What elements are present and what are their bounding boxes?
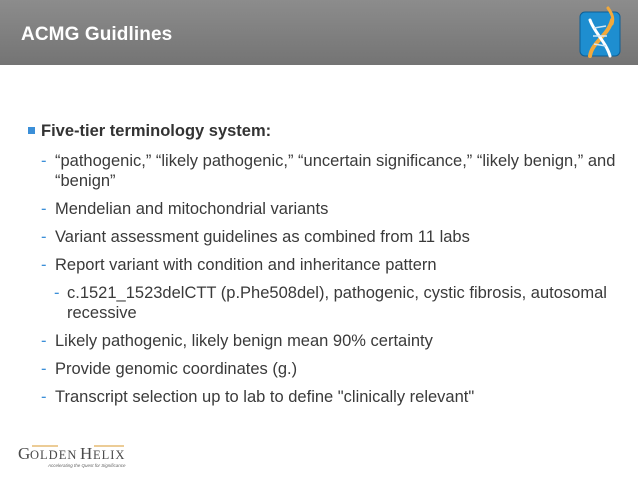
svg-text:G: G xyxy=(18,444,31,463)
golden-helix-wordmark-icon xyxy=(18,442,148,472)
main-bullet-text: Five-tier terminology system: xyxy=(41,122,272,140)
dash-bullet-icon: - xyxy=(41,388,47,406)
footer-tagline: Accelerating the Quest for Significance xyxy=(48,463,126,468)
golden-helix-logo xyxy=(18,442,148,472)
list-item-text: Report variant with condition and inheritance pattern xyxy=(55,256,437,274)
svg-text:ELIX: ELIX xyxy=(93,448,126,462)
square-bullet-icon xyxy=(28,127,35,134)
dash-bullet-icon: - xyxy=(41,228,47,246)
list-item xyxy=(28,151,628,191)
dash-bullet-icon: - xyxy=(54,284,60,302)
list-item-text: Mendelian and mitochondrial variants xyxy=(55,200,329,218)
dash-bullet-icon: - xyxy=(41,256,47,274)
dash-bullet-icon: - xyxy=(41,152,47,170)
main-bullet xyxy=(28,119,628,143)
list-item xyxy=(28,255,628,275)
list-item-text: “pathogenic,” “likely pathogenic,” “uncertain significance,” “likely benign,” and “benign” xyxy=(55,152,616,190)
list-item-text: Transcript selection up to lab to define "clinically relevant" xyxy=(55,388,475,406)
slide-body xyxy=(28,119,628,407)
list-item xyxy=(28,331,628,351)
dash-bullet-icon: - xyxy=(41,360,47,378)
list-item xyxy=(28,227,628,247)
list-item xyxy=(28,387,628,407)
dash-bullet-icon: - xyxy=(41,332,47,350)
nested-list-item-text: c.1521_1523delCTT (p.Phe508del), pathogenic, cystic fibrosis, autosomal recessive xyxy=(67,284,607,322)
list-item-text: Likely pathogenic, likely benign mean 90% certainty xyxy=(55,332,433,350)
list-item xyxy=(28,199,628,219)
list-item-text: Variant assessment guidelines as combined from 11 labs xyxy=(55,228,470,246)
nested-list-item xyxy=(28,283,628,323)
dash-bullet-icon: - xyxy=(41,200,47,218)
slide-title: ACMG Guidlines xyxy=(21,24,173,45)
list-item-text: Provide genomic coordinates (g.) xyxy=(55,360,298,378)
slide-header xyxy=(0,0,638,65)
svg-text:H: H xyxy=(80,444,93,463)
list-item xyxy=(28,359,628,379)
dna-helix-logo-icon xyxy=(578,6,624,62)
svg-text:OLDEN: OLDEN xyxy=(30,448,78,462)
